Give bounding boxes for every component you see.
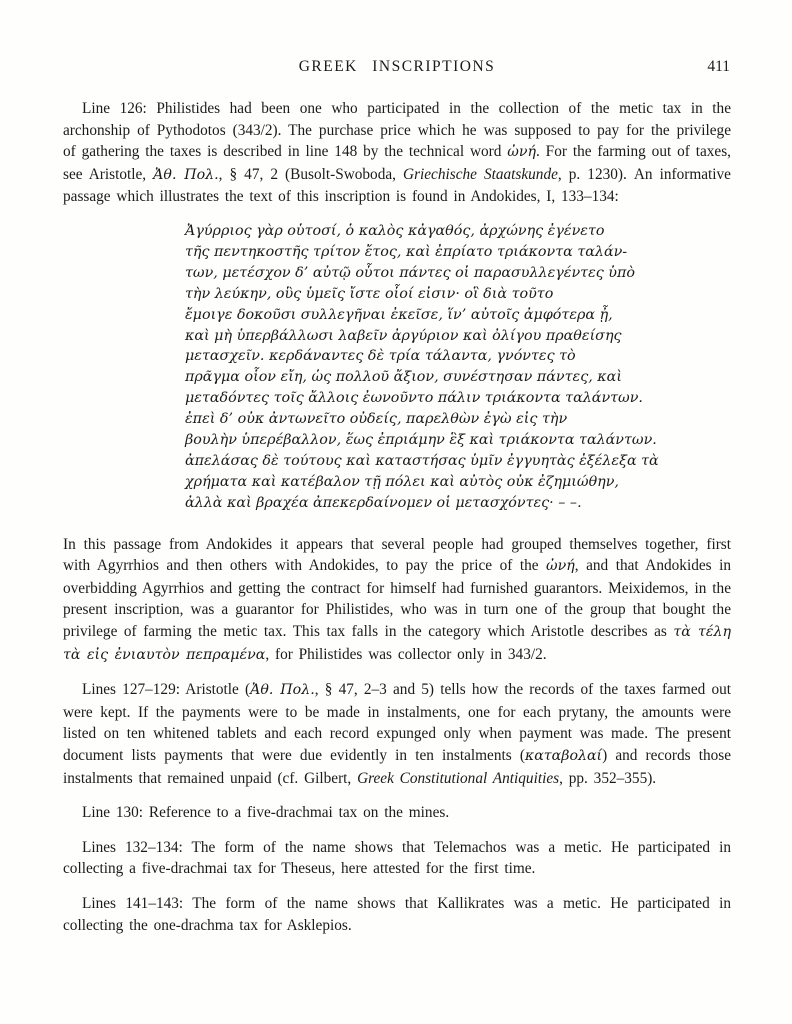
greek-quote-line: Ἀγύρριος γὰρ οὑτοσί, ὁ καλὸς κἀγαθός, ἀρχώνης ἐγένετο [185, 222, 605, 239]
text-segment: , pp. 352–355). [559, 769, 657, 787]
page-number: 411 [707, 58, 730, 75]
greek-text-segment: ὠνή [507, 144, 536, 161]
greek-quote-line: ἀπελάσας δὲ τούτους καὶ καταστήσας ὑμῖν ἐγγυητὰς ἐξέλεξα τὰ [185, 452, 659, 469]
text-segment: Lines 141–143: The form of the name shows that Kallikrates was a metic. He participated in collecting the one-drachma tax for Asklepios. [63, 894, 731, 934]
italic-text-segment: Griechische Staatskunde [403, 165, 558, 183]
greek-quote-line: ἐπεὶ δ’ οὐκ ἀντωνεῖτο οὐδείς, παρελθὼν ἐγὼ εἰς τὴν [185, 411, 568, 428]
greek-text-segment: τὰ τέλη τὰ εἰς ἐνιαυτὸν πεπραμένα [63, 624, 731, 663]
greek-quote-line: τὴν λεύκην, οὓς ὑμεῖς ἴστε οἷοί εἰσιν· οἳ διὰ τοῦτο [185, 285, 554, 302]
greek-quote-line: μεταδόντες τοῖς ἄλλοις ἐωνοῦντο πάλιν τριάκοντα ταλάντων. [185, 390, 643, 407]
greek-text-segment: Ἀθ. Πολ. [250, 682, 315, 699]
paragraph [63, 98, 731, 208]
greek-text-segment: Ἀθ. Πολ. [153, 166, 219, 183]
italic-text-segment: Greek Constitutional Antiquities [357, 769, 560, 787]
greek-quote-line: των, μετέσχον δ’ αὐτῷ οὗτοι πάντες οἱ παρασυλλεγέντες ὑπὸ [185, 264, 636, 281]
greek-quote-line: μετασχεῖν. κερδάναντες δὲ τρία τάλαντα, γνόντες τὸ [185, 348, 576, 365]
greek-text-segment: καταβολαί [524, 748, 603, 764]
greek-quote-line: βουλὴν ὑπερέβαλλον, ἕως ἐπριάμην ἓξ καὶ τριάκοντα ταλάντων. [185, 432, 657, 449]
paragraph [63, 802, 731, 824]
text-segment: ) and records those instalments that remained unpaid (cf. Gilbert, [63, 747, 731, 787]
greek-quote-line: τῆς πεντηκοστῆς τρίτον ἔτος, καὶ ἐπρίατο τριάκοντα ταλάν- [185, 243, 628, 260]
page-body [63, 98, 731, 936]
running-head [63, 58, 731, 82]
greek-quote-line: ἔμοιγε δοκοῦσι συλλεγῆναι ἐκεῖσε, ἵν’ αὐτοῖς ἀμφότερα ᾖ, [185, 306, 613, 323]
paragraph [63, 534, 731, 667]
text-segment: . For the farming out of taxes, see Aristotle, [63, 143, 731, 183]
greek-quote-line: ἀλλὰ καὶ βραχέα ἀπεκερδαίνομεν οἱ μετασχόντες· – –. [185, 494, 582, 511]
greek-quote-line: καὶ μὴ ὑπερβάλλωσι λαβεῖν ἀργύριον καὶ ὀλίγου πραθείσης [185, 327, 622, 344]
text-segment: , § 47, 2–3 and 5) tells how the records of the taxes farmed out were kept. If the payments were to be made in instalments, one for each prytany, the amounts were listed on ten whitened tablets and each record expunged only when payment was made. The present document lists payments that were due evidently in ten instalments ( [63, 681, 731, 764]
paragraph [63, 893, 731, 936]
greek-quote-block [185, 221, 731, 514]
text-segment: , p. 1230). An informative passage which illustrates the text of this inscription is found in Andokides, I, 133–134: [63, 165, 731, 206]
text-segment: In this passage from Andokides it appears that several people had grouped themselves together, first with Agyrrhios and then others with Andokides, to pay the price of the [63, 535, 731, 575]
text-segment: Lines 127–129: Aristotle ( [82, 681, 251, 699]
greek-quote-line: χρήματα καὶ κατέβαλον τῇ πόλει καὶ αὐτὸς οὐκ ἐζημιώθην, [185, 473, 619, 490]
text-segment: , and that Andokides in overbidding Agyrrhios and getting the contract for himself had furnished guarantors. Meixidemos, in the present inscription, was a guarantor for Philistides, who was in turn one of the group that bought the privilege of farming the metic tax. This tax falls in the category which Aristotle describes as [63, 557, 731, 641]
running-title: GREEK INSCRIPTIONS [298, 58, 496, 75]
paragraph [63, 679, 731, 789]
greek-quote-line: πρᾶγμα οἷον εἴη, ὡς πολλοῦ ἄξιον, συνέστησαν πάντες, καὶ [185, 369, 622, 386]
greek-text-segment: ὠνή [546, 558, 575, 575]
text-segment: Lines 132–134: The form of the name shows that Telemachos was a metic. He participated in collecting a five-drachmai tax for Theseus, here attested for the first time. [63, 838, 731, 878]
text-segment: Line 126: Philistides had been one who participated in the collection of the metic tax in the archonship of Pythodotos (343/2). The purchase price which he was supposed to pay for the privilege of gathering the taxes is described in line 148 by the technical word [63, 100, 731, 161]
text-segment: , for Philistides was collector only in 343/2. [265, 645, 547, 663]
text-segment: Line 130: Reference to a five-drachmai tax on the mines. [82, 804, 450, 822]
text-segment: , § 47, 2 (Busolt-Swoboda, [218, 165, 404, 183]
paragraph [63, 837, 731, 880]
